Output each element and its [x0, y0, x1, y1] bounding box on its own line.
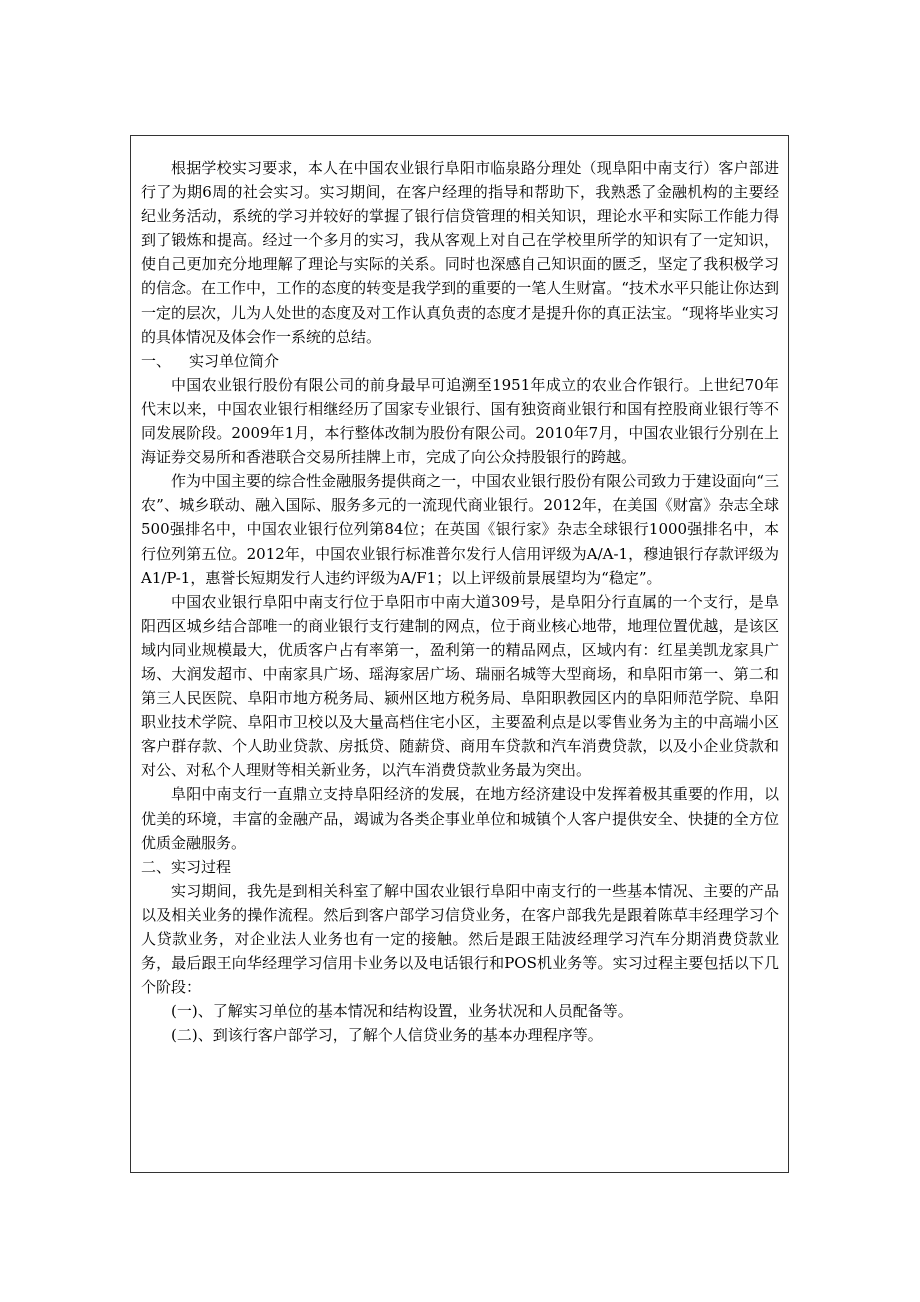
- process-step: (二)、到该行客户部学习，了解个人信贷业务的基本办理程序等。: [171, 1026, 603, 1045]
- section-1-paragraph: 中国农业银行阜阳中南支行位于阜阳市中南大道309号，是阜阳分行直属的一个支行，是阜阳西区城乡结合部唯一的商业银行支行建制的网点，位于商业核心地带，地理位置优越，是该区域内同业规模最大，优质客户占有率第一，盈利第一的精品网点，区域内有：红星美凯龙家具广场、大润发超市、中南家具广场、瑶海家居广场、瑞丽名城等大型商场，和阜阳市第一、第二和第三人民医院、阜阳市地方税务局、颍州区地方税务局、阜阳职教园区内的阜阳师范学院、阜阳职业技术学院、阜阳市卫校以及大量高档住宅小区，主要盈利点是以零售业务为主的中高端小区客户群存款、个人助业贷款、房抵贷、随薪贷、商用车贷款和汽车消费贷款，以及小企业贷款和对公、对私个人理财等相关新业务，以汽车消费贷款业务最为突出。: [141, 592, 779, 780]
- document-body: [141, 156, 779, 1047]
- section-2-paragraph: 实习期间，我先是到相关科室了解中国农业银行阜阳中南支行的一些基本情况、主要的产品以及相关业务的操作流程。然后到客户部学习信贷业务，在客户部我先是跟着陈草丰经理学习个人贷款业务，对企业法人业务也有一定的接触。然后是跟王陆波经理学习汽车分期消费贷款业务，最后跟王向华经理学习信用卡业务以及电话银行和POS机业务等。实习过程主要包括以下几个阶段：: [141, 881, 779, 997]
- process-step: (一)、了解实习单位的基本情况和结构设置，业务状况和人员配备等。: [171, 1002, 633, 1021]
- section-2-heading: 二、实习过程: [141, 857, 232, 876]
- document-frame: [130, 135, 789, 1173]
- section-1-paragraph: 作为中国主要的综合性金融服务提供商之一，中国农业银行股份有限公司致力于建设面向“三农”、城乡联动、融入国际、服务多元的一流现代商业银行。2012年，在美国《财富》杂志全球500强排名中，中国农业银行位列第84位；在英国《银行家》杂志全球银行1000强排名中，本行位列第五位。2012年，中国农业银行标准普尔发行人信用评级为A/A-1，穆迪银行存款评级为A1/P-1，惠誉长短期发行人违约评级为A/F1；以上评级前景展望均为“稳定”。: [141, 472, 779, 587]
- section-1-heading: [141, 349, 779, 373]
- section-1-paragraph: 中国农业银行股份有限公司的前身最早可追溯至1951年成立的农业合作银行。上世纪70年代末以来，中国农业银行相继经历了国家专业银行、国有独资商业银行和国有控股商业银行等不同发展阶段。2009年1月，本行整体改制为股份有限公司。2010年7月，中国农业银行分别在上海证券交易所和香港联合交易所挂牌上市，完成了向公众持股银行的跨越。: [141, 375, 779, 467]
- section-1-number: 一、: [141, 351, 172, 370]
- intro-paragraph: 根据学校实习要求，本人在中国农业银行阜阳市临泉路分理处（现阜阳中南支行）客户部进行了为期6周的社会实习。实习期间，在客户经理的指导和帮助下，我熟悉了金融机构的主要经纪业务活动，系统的学习并较好的掌握了银行信贷管理的相关知识，理论水平和实际工作能力得到了锻炼和提高。经过一个多月的实习，我从客观上对自己在学校里所学的知识有了一定知识，使自己更加充分地理解了理论与实际的关系。同时也深感自己知识面的匮乏，坚定了我积极学习的信念。在工作中，工作的态度的转变是我学到的重要的一笔人生财富。“技术水平只能让你达到一定的层次，儿为人处世的态度及对工作认真负责的态度才是提升你的真正法宝。“现将毕业实习的具体情况及体会作一系统的总结。: [141, 159, 779, 346]
- section-1-paragraph: 阜阳中南支行一直鼎立支持阜阳经济的发展，在地方经济建设中发挥着极其重要的作用，以优美的环境，丰富的金融产品，竭诚为各类企事业单位和城镇个人客户提供安全、快捷的全方位优质金融服务。: [141, 785, 779, 852]
- section-1-title: 实习单位简介: [189, 351, 280, 370]
